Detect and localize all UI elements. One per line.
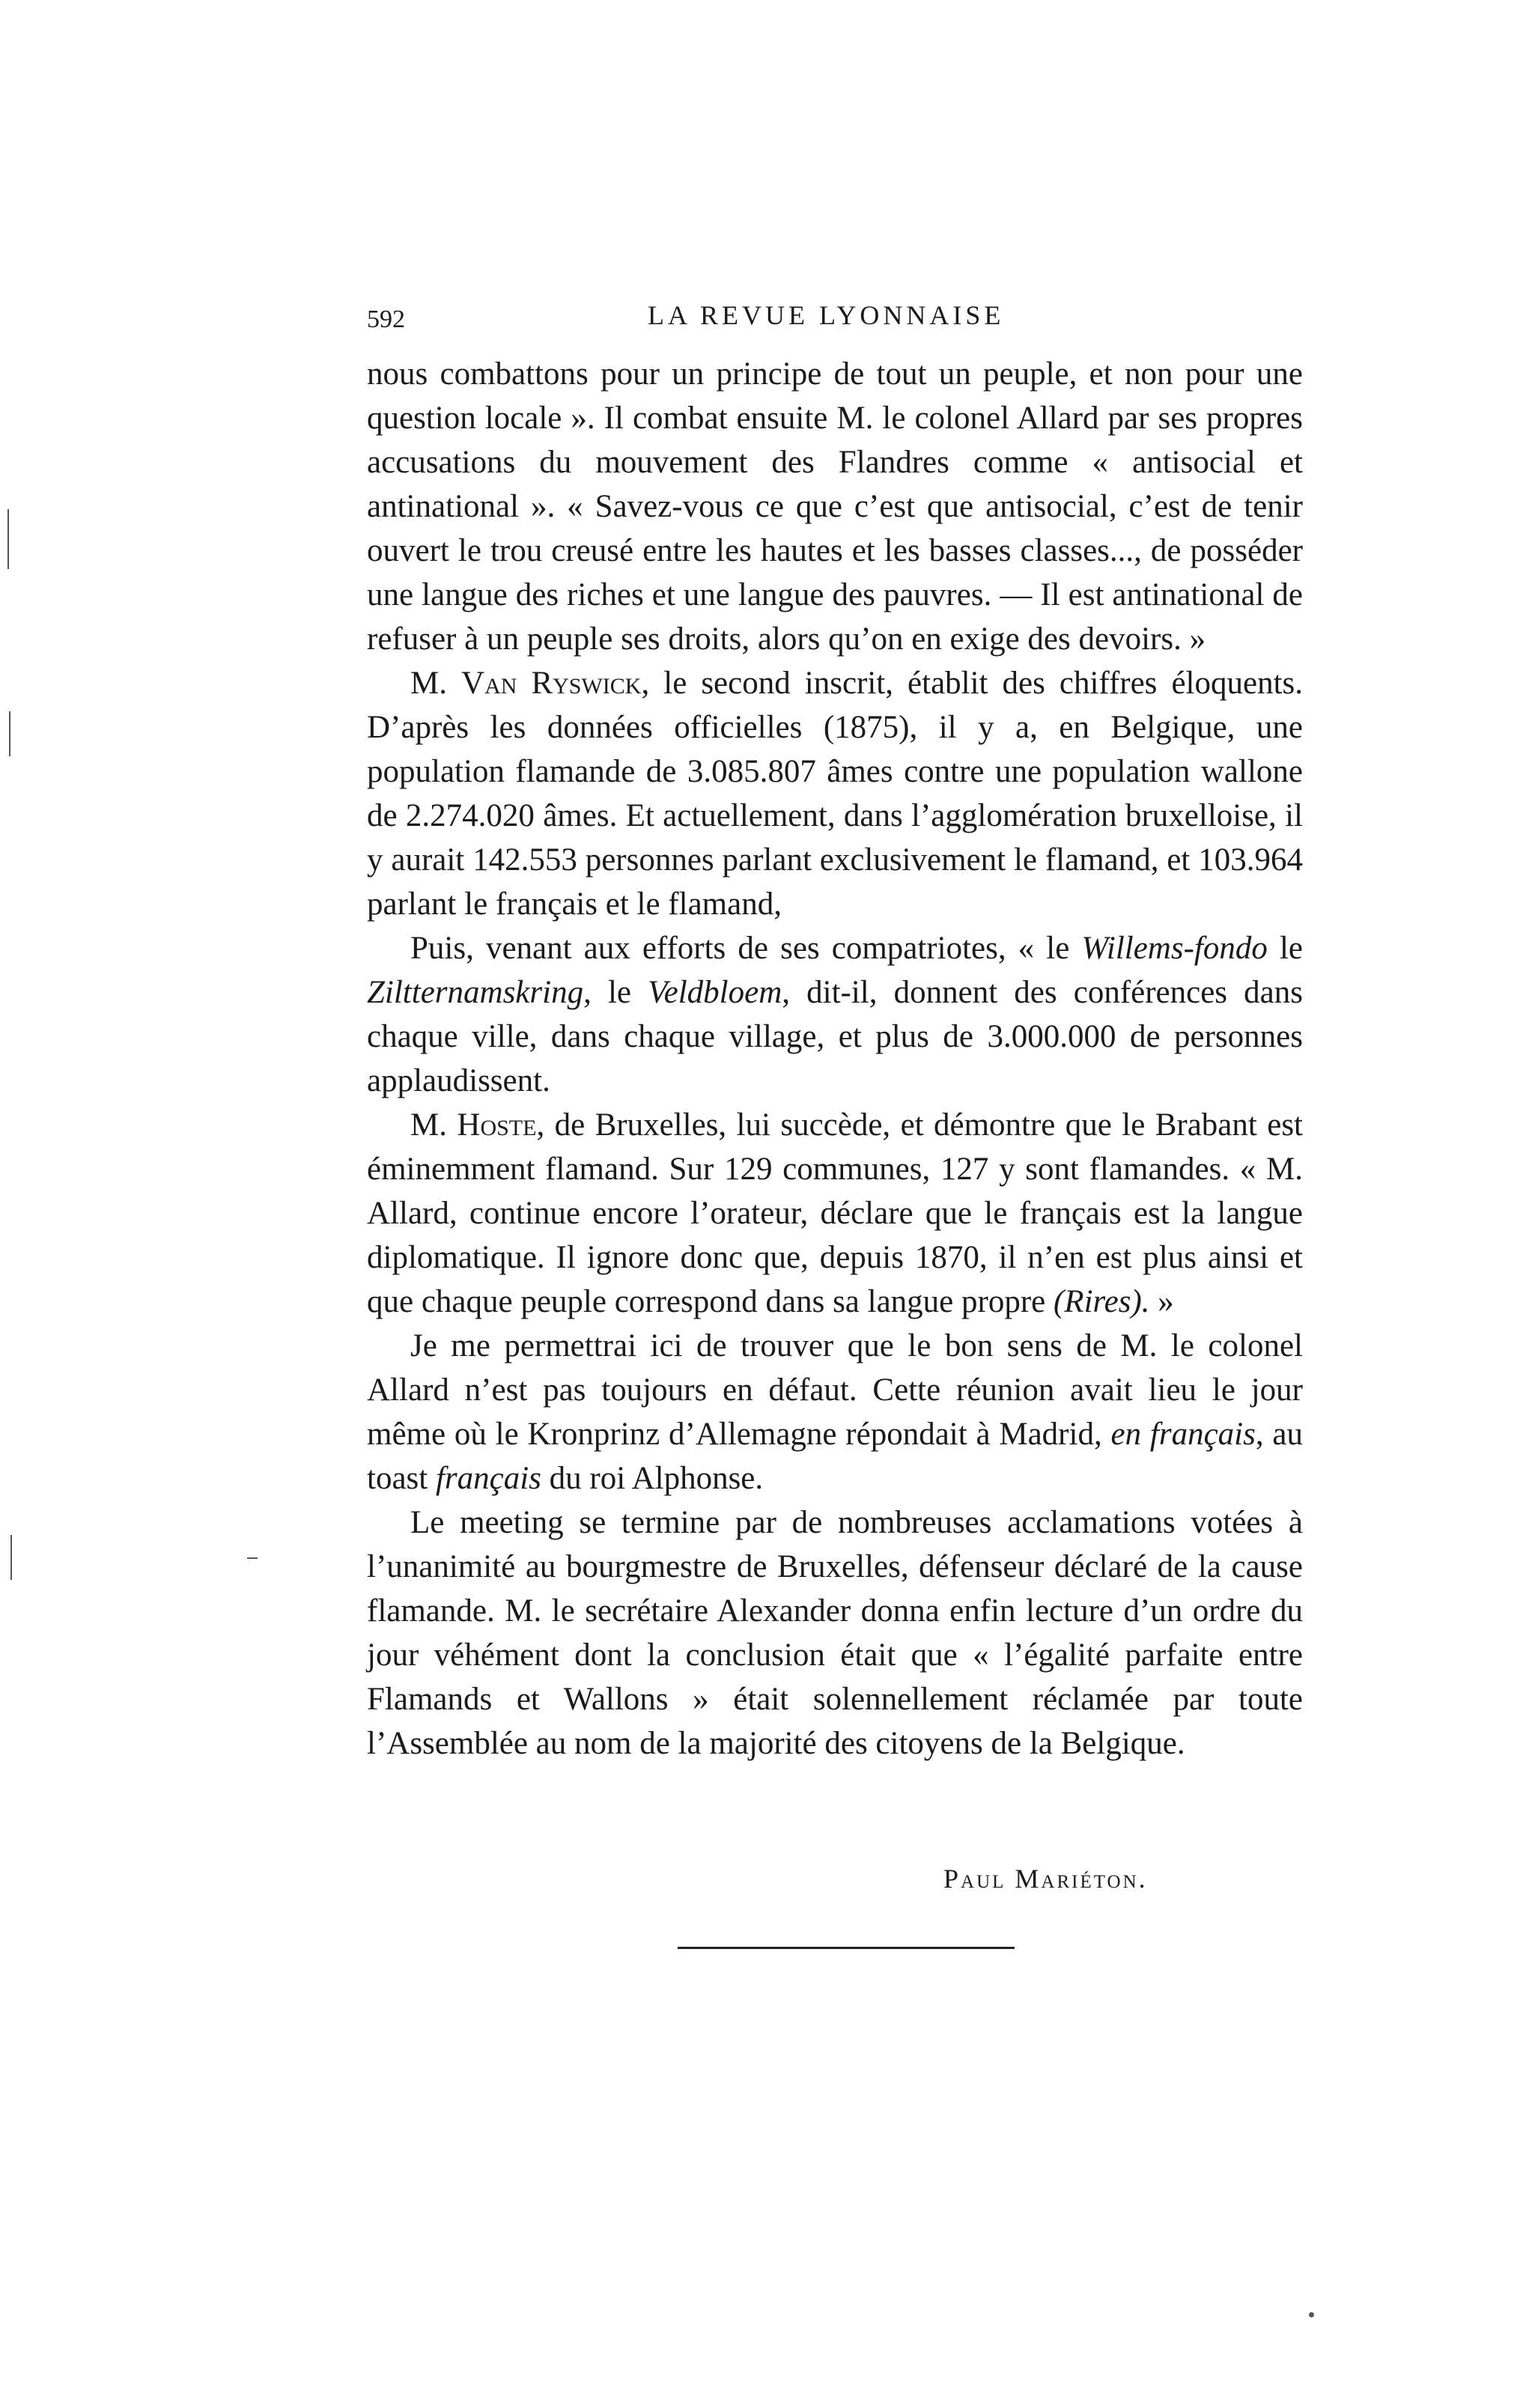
- paragraph: [367, 926, 1303, 1103]
- paragraph: [367, 352, 1303, 661]
- paragraph-text: le: [1267, 931, 1303, 966]
- speaker-name: Van Ryswick: [461, 666, 642, 701]
- paragraph-text: »: [1149, 1284, 1174, 1319]
- paragraph: [367, 1324, 1303, 1501]
- italic-text: Willems-fondo: [1081, 931, 1268, 966]
- paragraph-text: M.: [410, 666, 462, 701]
- italic-text: français: [435, 1461, 541, 1496]
- scan-edge-mark: [10, 1535, 12, 1580]
- scan-edge-mark: [7, 509, 9, 569]
- page-number: 592: [367, 305, 405, 333]
- author-signature: Paul Mariéton.: [943, 1864, 1148, 1894]
- italic-text: Ziltternamskring: [367, 975, 584, 1010]
- paragraph: [367, 1501, 1303, 1766]
- paragraph-text: , de Bruxelles, lui succède, et démontre que le Brabant est éminemment flamand. Sur 129 communes, 127 y sont flamandes. « M. Allard, continue encore l’orateur, déclare que le français est la langue diplomatique. Il ignore donc que, depuis 1870, il n’en est plus ainsi et que chaque peuple correspond dans sa langue propre: [367, 1107, 1303, 1319]
- paragraph-text: , le second inscrit, établit des chiffres éloquents. D’après les données officielles (1875), il y a, en Belgique, une population flamande de 3.085.807 âmes contre une population wallone de 2.274.020 âmes. Et actuellement, dans l’agglomération bruxelloise, il y aurait 142.553 personnes parlant exclusivement le flamand, et 103.964 parlant le français et le flamand,: [367, 666, 1303, 922]
- paragraph: [367, 1103, 1303, 1324]
- paragraph-text: , dit-il, donnent des conférences dans chaque ville, dans chaque village, et plus de 3.000.000 de personnes applaudissent.: [367, 975, 1303, 1098]
- paragraph-text: , le: [583, 975, 648, 1010]
- speaker-name: Hoste: [457, 1107, 537, 1143]
- paragraph-text: Puis, venant aux efforts de ses compatriotes, « le: [410, 931, 1082, 966]
- italic-text: en français: [1110, 1417, 1256, 1452]
- paragraph-text: du roi Alphonse.: [541, 1461, 764, 1496]
- paragraph-text: M.: [410, 1107, 457, 1143]
- paragraph-text: , au toast: [367, 1417, 1303, 1496]
- paragraph: [367, 661, 1303, 926]
- running-header: [367, 300, 1303, 344]
- running-title: LA REVUE LYONNAISE: [648, 300, 1005, 330]
- scan-edge-mark: [247, 1557, 258, 1559]
- scan-edge-mark: [9, 711, 10, 756]
- paragraph-text: Je me permettrai ici de trouver que le bon sens de M. le colonel Allard n’est pas toujours en défaut. Cette réunion avait lieu le jour même où le Kronprinz d’Allemagne répondait à Madrid,: [367, 1328, 1303, 1452]
- italic-text: Veldbloem: [648, 975, 782, 1010]
- paragraph-text: nous combattons pour un principe de tout un peuple, et non pour une question locale ». Il combat ensuite M. le colonel Allard par ses propres accusations du mouvement des Flandres comme « antisocial et antinational ». « Savez-vous ce que c’est que antisocial, c’est de tenir ouvert le trou creusé entre les hautes et les basses classes..., de posséder une langue des riches et une langue des pauvres. — Il est antinational de refuser à un peuple ses droits, alors qu’on en exige des devoirs. »: [367, 356, 1303, 657]
- end-rule: [678, 1947, 1015, 1949]
- paragraph-text: Le meeting se termine par de nombreuses acclamations votées à l’unanimité au bourgmestre de Bruxelles, défenseur déclaré de la cause flamande. M. le secrétaire Alexander donna enfin lecture d’un ordre du jour véhément dont la conclusion était que « l’égalité parfaite entre Flamands et Wallons » était solennellement réclamée par toute l’Assemblée au nom de la majorité des citoyens de la Belgique.: [367, 1505, 1303, 1761]
- article-body: [367, 352, 1303, 1766]
- scan-edge-mark: [1309, 2312, 1314, 2317]
- italic-text: (Rires).: [1053, 1284, 1150, 1319]
